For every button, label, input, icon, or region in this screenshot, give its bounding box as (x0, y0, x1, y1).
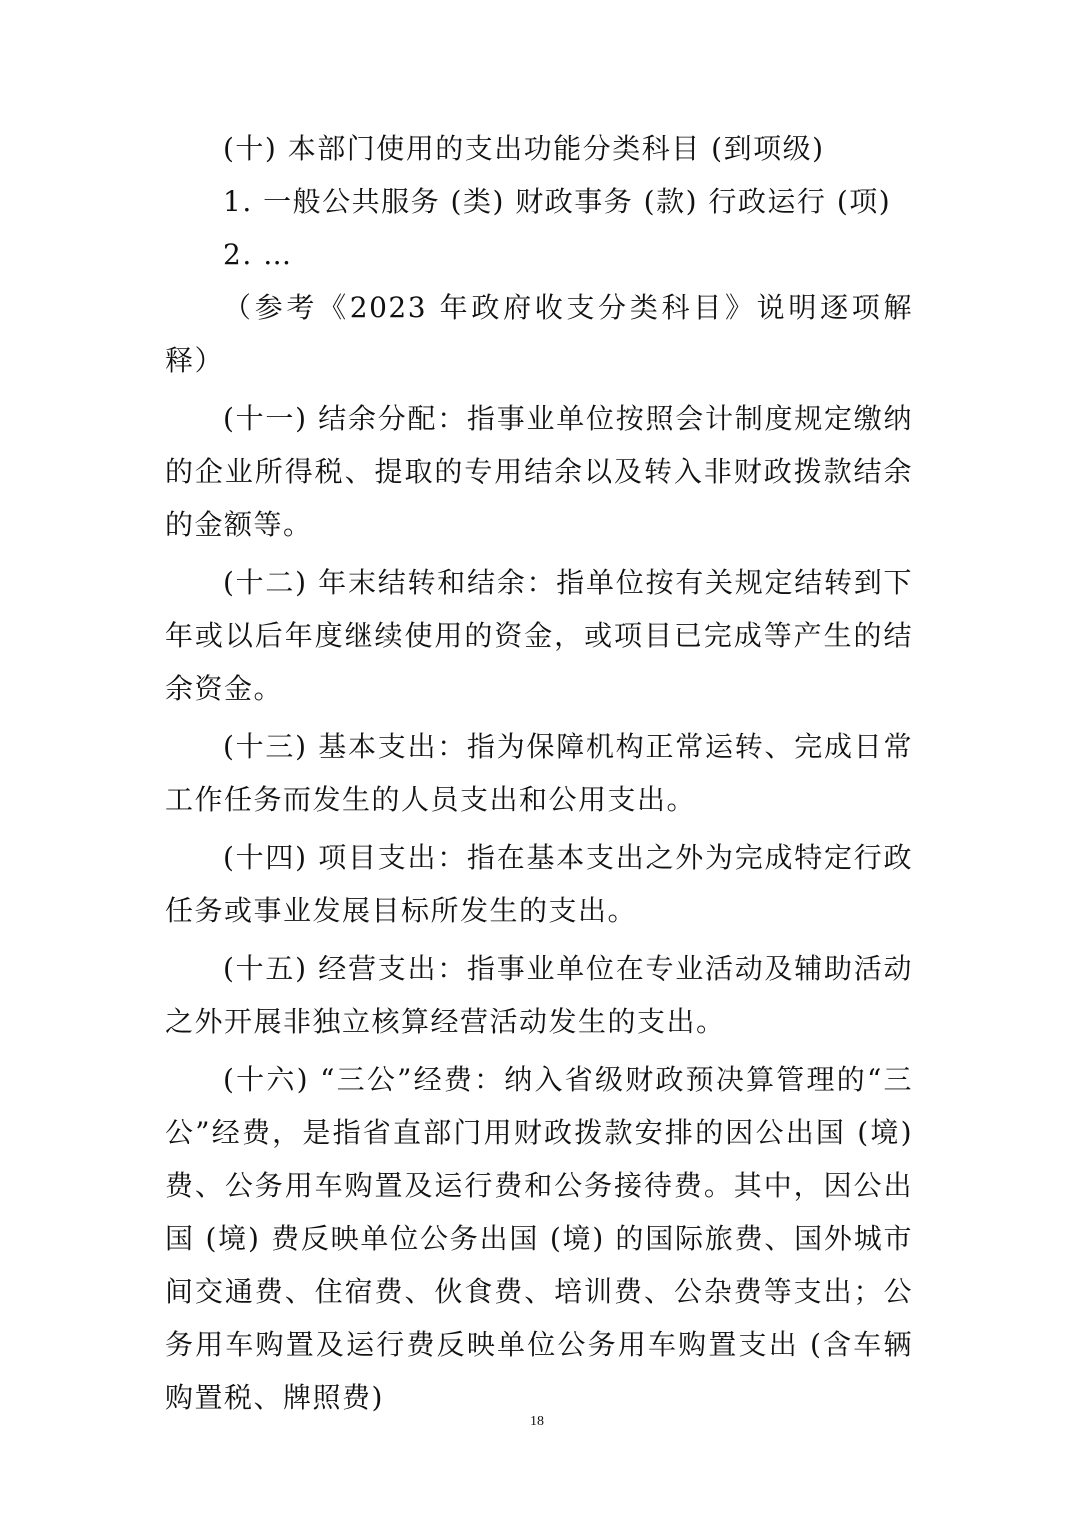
paragraph-subitem-2: 2. … (223, 238, 293, 271)
paragraph-item-14: (十四) 项目支出：指在基本支出之外为完成特定行政任务或事业发展目标所发生的支出。 (165, 841, 913, 927)
paragraph-subitem-1: 1. 一般公共服务 (类) 财政事务 (款) 行政运行 (项) (223, 185, 892, 218)
paragraph-item-13: (十三) 基本支出：指为保障机构正常运转、完成日常工作任务而发生的人员支出和公用支出。 (165, 730, 913, 816)
paragraph-item-10-heading: (十) 本部门使用的支出功能分类科目 (到项级) (223, 132, 825, 165)
page-number: 18 (530, 1414, 544, 1429)
paragraph-item-11: (十一) 结余分配：指事业单位按照会计制度规定缴纳的企业所得税、提取的专用结余以及转入非财政拨款结余的金额等。 (165, 402, 913, 541)
paragraph-reference-note: （参考《2023 年政府收支分类科目》说明逐项解释） (165, 291, 913, 377)
paragraph-item-16: (十六) “三公”经费：纳入省级财政预决算管理的“三公”经费，是指省直部门用财政拨款安排的因公出国 (境) 费、公务用车购置及运行费和公务接待费。其中，因公出国 (境) 费反映单位公务出国 (境) 的国际旅费、国外城市间交通费、住宿费、伙食费、培训费、公杂费等支出；公务用车购置及运行费反映单位公务用车购置支出 (含车辆购置税、牌照费) (165, 1063, 913, 1414)
paragraph-item-12: (十二) 年末结转和结余：指单位按有关规定结转到下年或以后年度继续使用的资金，或项目已完成等产生的结余资金。 (165, 566, 913, 705)
paragraph-item-15: (十五) 经营支出：指事业单位在专业活动及辅助活动之外开展非独立核算经营活动发生的支出。 (165, 952, 913, 1038)
document-body (165, 122, 913, 1424)
